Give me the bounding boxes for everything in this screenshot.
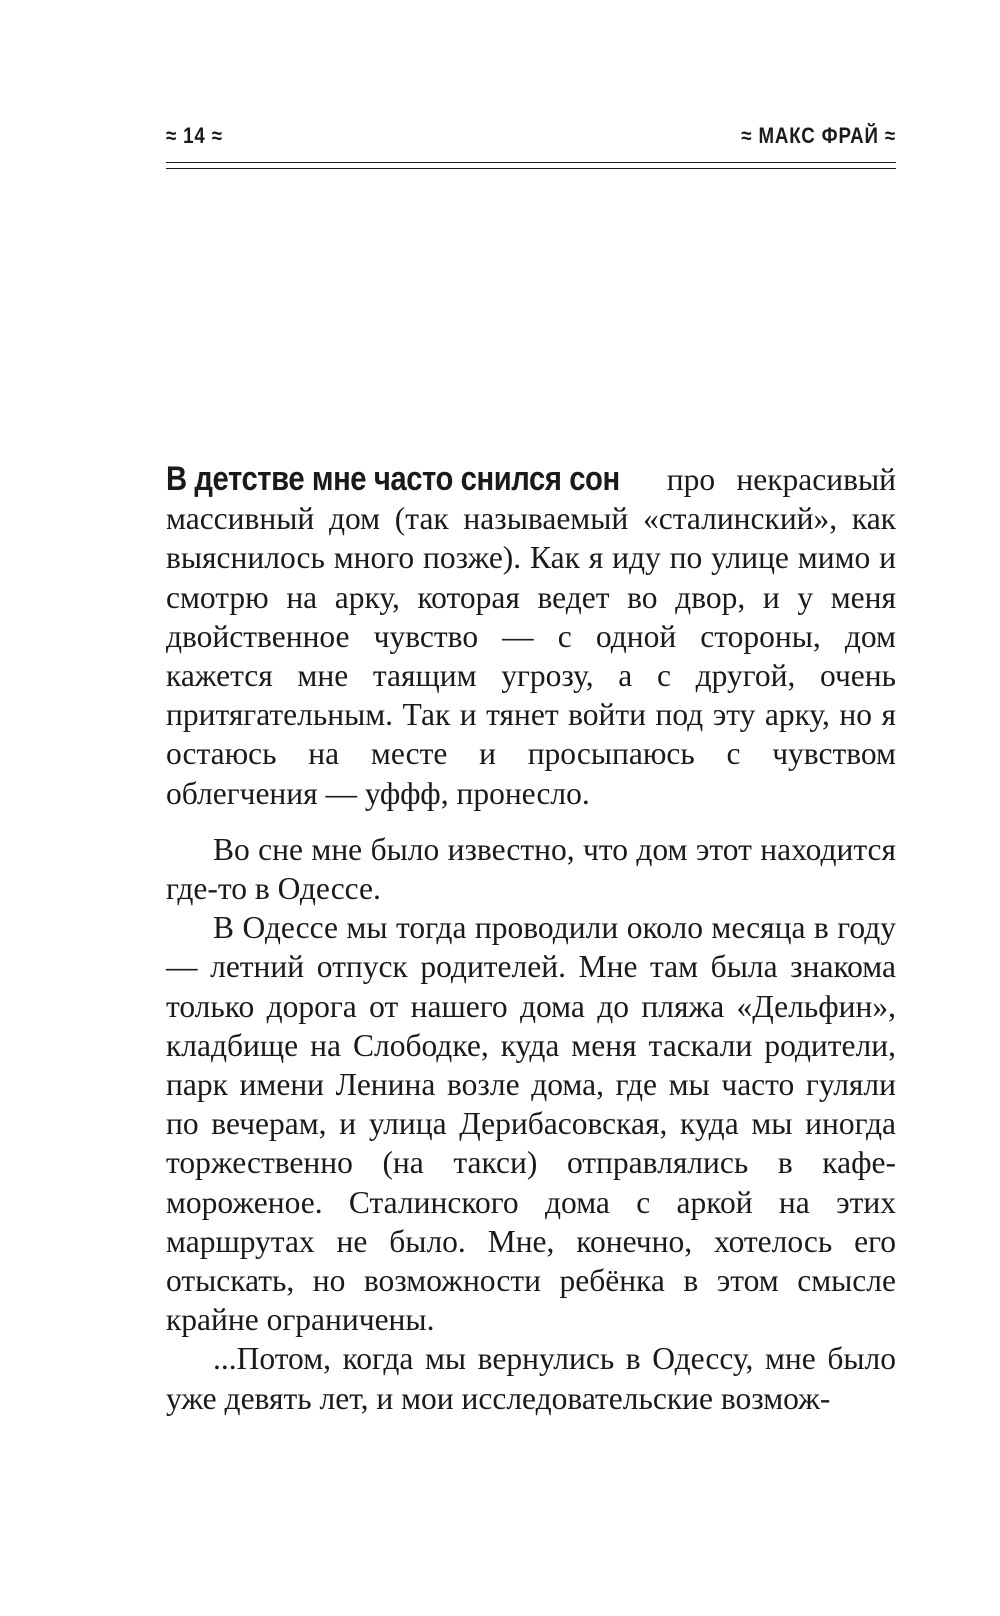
paragraph-3: В Одессе мы тогда проводили около месяца в году — летний отпуск родителей. Мне там была знакома только дорога от нашего дома до пляжа «Дельфин», кладбище на Слободке, куда меня таскали родители, парк имени Ленина возле дома, где мы часто гуляли по вечерам, и улица Дерибасовская, куда мы иногда торжественно (на такси) отправлялись в кафе-мороженое. Сталинского дома с аркой на этих маршрутах не было. Мне, конечно, хотелось его отыскать, но возможности ребёнка в этом смысле крайне ограничены. [166, 910, 896, 1338]
paragraph-1-text: про некрасивый массивный дом (так называемый «сталинский», как выяснилось много позже). Как я иду по улице мимо и смотрю на арку, которая ведет во двор, и у меня двойственное чувство — с одной стороны, дом кажется мне таящим угрозу, а с другой, очень притягательным. Так и тянет войти под эту арку, но я остаюсь на месте и просыпаюсь с чувством облегчения — уффф, пронесло. [166, 462, 896, 811]
header-rule [166, 162, 896, 169]
lead-in: В детстве мне часто снился сон [166, 460, 620, 498]
text-body [166, 460, 896, 1418]
page-header [166, 123, 896, 153]
paragraph-4: ...Потом, когда мы вернулись в Одессу, мне было уже девять лет, и мои исследовательские возмож- [166, 1341, 896, 1416]
page-number: ≈ 14 ≈ [166, 123, 223, 148]
running-head-author: ≈ МАКС ФРАЙ ≈ [741, 123, 896, 148]
paragraph-2: Во сне мне было известно, что дом этот находится где-то в Одессе. [166, 831, 896, 907]
paragraph-1 [166, 460, 896, 813]
